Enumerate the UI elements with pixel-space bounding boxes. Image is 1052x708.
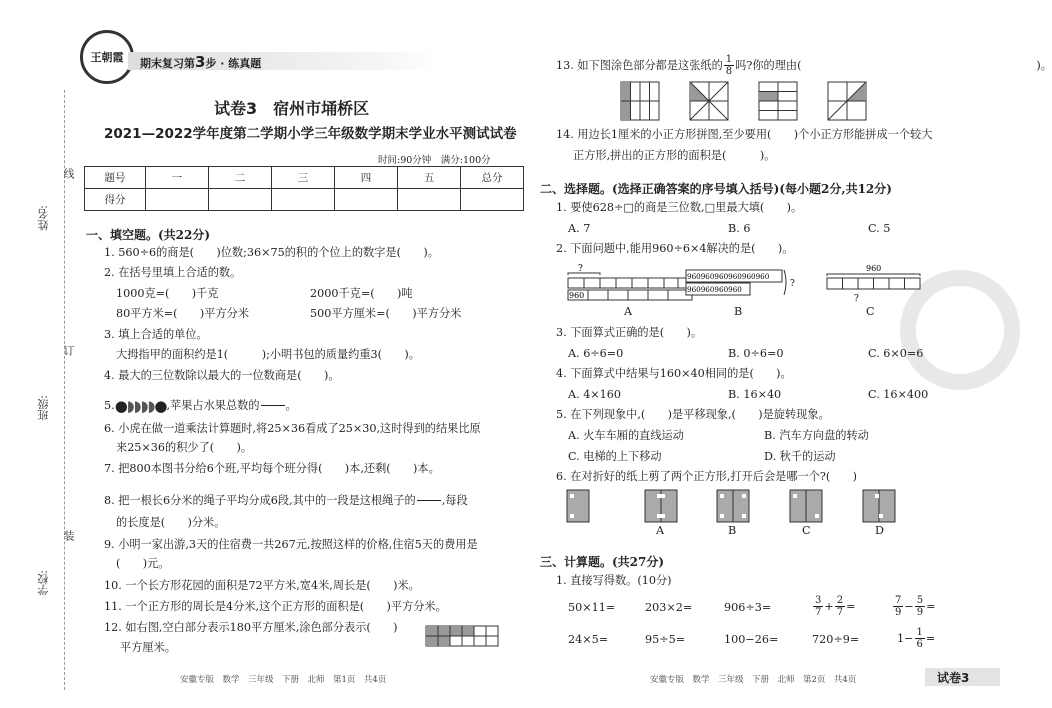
calc-item-fraction-2[interactable]: $\frac{7}{9}$ − $\frac{5}{9}$ =	[895, 595, 936, 618]
c2b-question: ?	[790, 279, 795, 289]
c2-diagram-b	[686, 270, 806, 298]
score-row-label: 得分	[85, 189, 146, 211]
calc-title: 1. 直接写得数。(10分)	[556, 574, 672, 587]
q9b: ( )元。	[116, 557, 170, 570]
c5-option-d[interactable]: D. 秋千的运动	[764, 450, 836, 463]
calc-item[interactable]: 24×5=	[568, 633, 609, 646]
section-calc: 三、计算题。(共27分)	[540, 555, 665, 569]
c5: 5. 在下列现象中,( )是平移现象,( )是旋转现象。	[556, 408, 830, 421]
calc-item[interactable]: 906÷3=	[724, 601, 772, 614]
binding-mark-1: 线	[62, 168, 75, 179]
calc-item-fraction-1[interactable]: $\frac{3}{7}$ + $\frac{2}{7}$ =	[815, 595, 856, 618]
c1: 1. 要使628÷□的商是三位数,□里最大填( )。	[556, 201, 803, 214]
c1-option-b[interactable]: B. 6	[728, 222, 751, 235]
c2-option-a[interactable]: A	[624, 305, 633, 318]
score-cell[interactable]	[272, 189, 335, 211]
c5-option-c[interactable]: C. 电梯的上下移动	[568, 450, 662, 463]
q2c: 80平方米=( )平方分米	[116, 307, 250, 320]
q2d: 500平方厘米=( )平方分米	[310, 307, 462, 320]
c2a-label: 960	[569, 291, 585, 300]
score-cell[interactable]	[461, 189, 524, 211]
q8-fraction-blank[interactable]	[417, 489, 441, 512]
c2-diagram-a	[566, 262, 696, 306]
score-row	[85, 189, 524, 211]
class-label: 班级:	[37, 395, 50, 421]
score-header-cell: 二	[209, 167, 272, 189]
q8a	[104, 489, 468, 512]
c1-option-c[interactable]: C. 5	[868, 222, 891, 235]
c1-option-a[interactable]: A. 7	[568, 222, 591, 235]
c6-folded-paper	[567, 490, 591, 524]
q14b: 正方形,拼出的正方形的面积是( )。	[573, 149, 776, 162]
q6a: 6. 小虎在做一道乘法计算题时,将25×36看成了25×30,这时得到的结果比原	[104, 422, 481, 435]
q3: 3. 填上合适的单位。	[104, 328, 208, 341]
q6b: 来25×36的积少了( )。	[116, 441, 253, 454]
score-header-cell: 题号	[85, 167, 146, 189]
c4: 4. 下面算式中结果与160×40相同的是( )。	[556, 367, 792, 380]
c3-option-b[interactable]: B. 0÷6=0	[728, 347, 784, 360]
c6-option-a[interactable]: A	[656, 524, 665, 537]
q10: 10. 一个长方形花园的面积是72平方米,宽4米,周长是( )米。	[104, 579, 420, 592]
q5: 5. ●◗◗◗◗● ,苹果占水果总数的 。	[104, 394, 297, 417]
c5-option-a[interactable]: A. 火车车厢的直线运动	[568, 429, 684, 442]
paper-title: 试卷3 宿州市埇桥区	[214, 99, 370, 118]
c2c-question: ?	[854, 294, 859, 304]
section-fill-blank: 一、填空题。(共22分)	[86, 228, 211, 242]
score-header-row	[85, 167, 524, 189]
score-table	[84, 166, 524, 211]
q5-number: 5.	[104, 398, 115, 412]
binding-mark-3: 装	[62, 530, 75, 541]
q12-figure	[426, 626, 500, 648]
time-score: 时间:90分钟 满分:100分	[378, 155, 491, 166]
svg-text:960960960960960960: 960960960960960960	[687, 272, 770, 281]
score-cell[interactable]	[146, 189, 209, 211]
c4-option-a[interactable]: A. 4×160	[568, 388, 622, 401]
c6-option-d[interactable]: D	[875, 524, 884, 537]
q13-figure-4	[828, 82, 868, 122]
q13-text-post: 吗?你的理由( )。	[735, 58, 1052, 72]
c6-figure-c	[790, 490, 824, 524]
footer-left: 安徽专版 数学 三年级 下册 北师 第1页 共4页	[180, 675, 387, 685]
brand-name: 王朝霞	[90, 51, 124, 64]
c4-option-b[interactable]: B. 16×40	[728, 388, 782, 401]
c2-option-c[interactable]: C	[866, 305, 875, 318]
q13-figure-1	[621, 82, 661, 122]
calc-item[interactable]: 95÷5=	[645, 633, 686, 646]
q8b: 的长度是( )分米。	[116, 516, 226, 529]
c6-option-b[interactable]: B	[728, 524, 737, 537]
binding-mark-2: 订	[62, 345, 75, 356]
fruit-icons: ●◗◗◗◗●	[114, 396, 167, 415]
score-header-cell: 五	[398, 167, 461, 189]
score-cell[interactable]	[209, 189, 272, 211]
calc-item-fraction-3[interactable]: 1− $\frac{1}{6}$ =	[897, 627, 936, 650]
q12b: 平方厘米。	[120, 641, 176, 654]
q7: 7. 把800本图书分给6个班,平均每个班分得( )本,还剩( )本。	[104, 462, 440, 475]
c3: 3. 下面算式正确的是( )。	[556, 326, 703, 339]
header-step: 期末复习第3步 · 练真题	[140, 53, 262, 71]
calc-item[interactable]: 720÷9=	[812, 633, 860, 646]
q13-figure-3	[759, 82, 799, 122]
q3a: 大拇指甲的面积约是1( );小明书包的质量约重3( )。	[116, 348, 420, 361]
q5-text: ,苹果占水果总数的	[166, 398, 260, 412]
paper-subtitle: 2021—2022学年度第二学期小学三年级数学期末学业水平测试试卷	[104, 126, 517, 142]
c2-diagram-c	[826, 262, 922, 302]
q2a: 1000克=( )千克	[116, 287, 219, 300]
score-header-cell: 四	[335, 167, 398, 189]
q13-text: 13. 如下图涂色部分都是这张纸的	[556, 58, 723, 72]
calc-item[interactable]: 50×11=	[568, 601, 616, 614]
c6-figure-b	[717, 490, 751, 524]
q13	[556, 54, 1052, 77]
name-label: 姓名:	[37, 205, 50, 231]
q12a: 12. 如右图,空白部分表示180平方厘米,涂色部分表示( )	[104, 621, 398, 634]
page-tag: 试卷3	[937, 671, 970, 685]
c4-option-c[interactable]: C. 16×400	[868, 388, 929, 401]
score-header-cell: 三	[272, 167, 335, 189]
q11: 11. 一个正方形的周长是4分米,这个正方形的面积是( )平方分米。	[104, 600, 447, 613]
c6-figure-a	[645, 490, 679, 524]
brand-logo	[80, 30, 134, 84]
footer-right: 安徽专版 数学 三年级 下册 北师 第2页 共4页	[650, 675, 857, 685]
q9a: 9. 小明一家出游,3天的住宿费一共267元,按照这样的价格,住宿5天的费用是	[104, 538, 478, 551]
svg-text:960960960960: 960960960960	[687, 285, 742, 294]
c6-option-c[interactable]: C	[802, 524, 811, 537]
q8-text: 8. 把一根长6分米的绳子平均分成6段,其中的一段是这根绳子的	[104, 493, 416, 507]
q14a: 14. 用边长1厘米的小正方形拼图,至少要用( )个小正方形能拼成一个较大	[556, 128, 933, 141]
q13-figure-2	[690, 82, 730, 122]
section-choice: 二、选择题。(选择正确答案的序号填入括号)(每小题2分,共12分)	[540, 182, 892, 196]
calc-item[interactable]: 203×2=	[645, 601, 693, 614]
c2a-question: ?	[578, 264, 583, 274]
c2c-label: 960	[866, 264, 882, 273]
c5-option-b[interactable]: B. 汽车方向盘的转动	[764, 429, 869, 442]
score-cell[interactable]	[398, 189, 461, 211]
q8-text-post: ,每段	[441, 493, 468, 507]
q4: 4. 最大的三位数除以最大的一位数商是( )。	[104, 369, 340, 382]
c6-figure-d	[863, 490, 897, 524]
q13-fraction: $\frac{1}{8}$	[725, 54, 733, 77]
c2-option-b[interactable]: B	[734, 305, 743, 318]
c2: 2. 下面问题中,能用960÷6×4解决的是( )。	[556, 242, 794, 255]
q2b: 2000千克=( )吨	[310, 287, 413, 300]
binding-line	[64, 90, 65, 690]
score-cell[interactable]	[335, 189, 398, 211]
calc-item[interactable]: 100−26=	[724, 633, 779, 646]
c3-option-a[interactable]: A. 6÷6=0	[568, 347, 624, 360]
q1: 1. 560÷6的商是( )位数;36×75的积的个位上的数字是( )。	[104, 246, 439, 259]
school-label: 学校:	[37, 570, 50, 596]
c3-option-c[interactable]: C. 6×0=6	[868, 347, 924, 360]
q2: 2. 在括号里填上合适的数。	[104, 266, 242, 279]
q5-fraction-blank[interactable]	[261, 394, 285, 417]
c6: 6. 在对折好的纸上剪了两个正方形,打开后会是哪一个?( )	[556, 470, 858, 483]
score-header-cell: 总分	[461, 167, 524, 189]
score-header-cell: 一	[146, 167, 209, 189]
